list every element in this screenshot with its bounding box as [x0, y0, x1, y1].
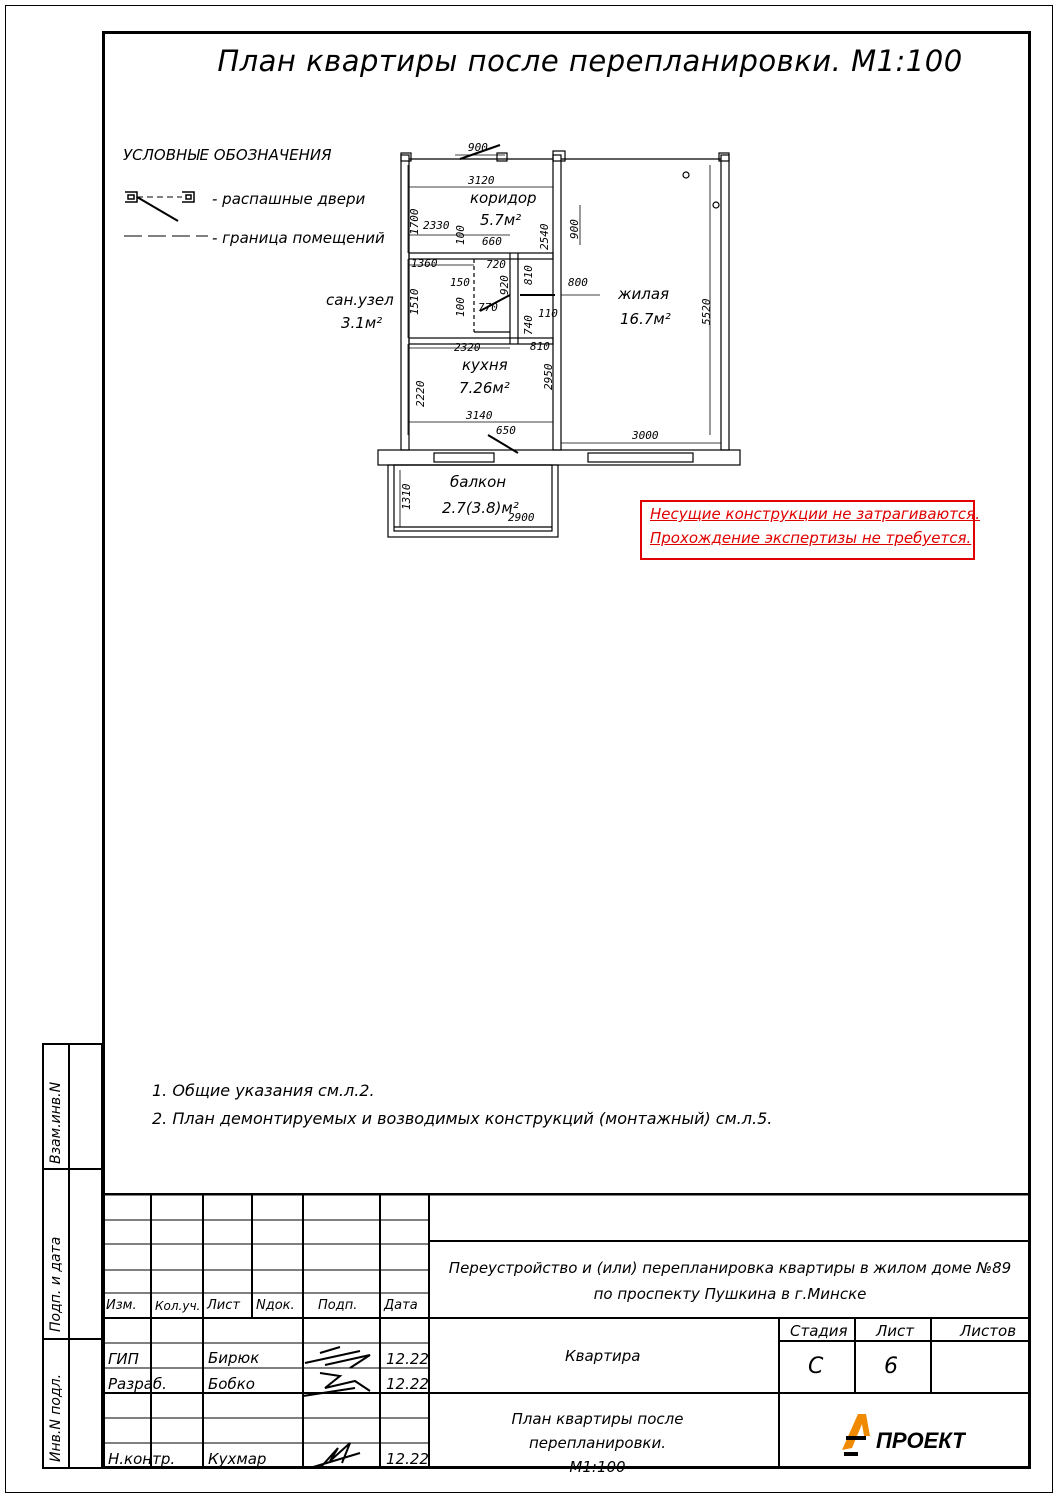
- hdr-ndok: Nдок.: [256, 1298, 295, 1313]
- company-logo: [836, 1408, 966, 1460]
- sheet-label: Лист: [876, 1322, 915, 1340]
- door-legend-icon: [120, 186, 210, 226]
- dim-3120: 3120: [468, 174, 495, 187]
- dim-3000: 3000: [632, 429, 659, 442]
- sheet-value: 6: [884, 1354, 898, 1379]
- dim-660: 660: [482, 235, 502, 248]
- corridor-name: коридор: [470, 189, 537, 207]
- dim-2330: 2330: [423, 219, 450, 232]
- object-name: Квартира: [565, 1347, 641, 1365]
- date-razrab: 12.22: [386, 1375, 429, 1393]
- bathroom-name: сан.узел: [326, 291, 394, 309]
- living-area: 16.7м²: [620, 310, 671, 328]
- project-name: Переустройство и (или) перепланировка квартиры в жилом доме №89 по проспекту Пушкина в г.Минске: [448, 1259, 1012, 1303]
- dim-920: 920: [498, 275, 511, 295]
- name-nkontr: Кухмар: [208, 1450, 267, 1468]
- logo-text: ПРОЕКТ: [876, 1428, 966, 1453]
- dim-5520: 5520: [700, 298, 713, 325]
- stamp-line-1: Несущие конструкции не затрагиваются.: [650, 505, 980, 523]
- legend-heading: УСЛОВНЫЕ ОБОЗНАЧЕНИЯ: [123, 146, 332, 164]
- note-1: 1. Общие указания см.л.2.: [152, 1081, 375, 1100]
- hdr-izm: Изм.: [106, 1298, 137, 1313]
- role-razrab: Разраб.: [108, 1375, 167, 1393]
- legend-boundary-label: - граница помещений: [212, 229, 385, 247]
- dim-100b: 100: [454, 297, 467, 317]
- dim-810b: 810: [530, 340, 550, 353]
- living-name: жилая: [618, 285, 670, 303]
- dim-100a: 100: [454, 225, 467, 245]
- side-vzam-label: Взам.инв.N: [48, 1081, 64, 1164]
- east-wall: [721, 155, 729, 450]
- bathroom-area: 3.1м²: [341, 314, 383, 332]
- dim-770: 770: [478, 301, 498, 314]
- hdr-list: Лист: [207, 1298, 240, 1313]
- boundary-legend-icon: [122, 230, 212, 240]
- hdr-data: Дата: [384, 1298, 418, 1313]
- name-gip: Бирюк: [208, 1349, 260, 1367]
- kitchen-area: 7.26м²: [459, 379, 510, 397]
- balcony-area: 2.7(3.8)м²: [442, 499, 519, 517]
- stamp-line-2: Прохождение экспертизы не требуется.: [650, 529, 972, 547]
- side-podp-label: Подп. и дата: [48, 1236, 64, 1332]
- dim-1510: 1510: [408, 288, 421, 315]
- dim-900-top: 900: [468, 141, 488, 154]
- corridor-area: 5.7м²: [480, 211, 522, 229]
- role-gip: ГИП: [108, 1350, 139, 1368]
- dim-900-side: 900: [568, 219, 581, 239]
- sheets-label: Листов: [960, 1322, 1017, 1340]
- dim-740: 740: [522, 315, 535, 335]
- dim-720: 720: [486, 258, 506, 271]
- role-nkontr: Н.контр.: [108, 1450, 176, 1468]
- sheet-title: План квартиры после перепланировки. М1:100: [217, 44, 963, 78]
- note-2: 2. План демонтируемых и возводимых конструкций (монтажный) см.л.5.: [152, 1109, 773, 1128]
- dim-1700: 1700: [408, 208, 421, 235]
- dim-800: 800: [568, 276, 588, 289]
- kitchen-name: кухня: [462, 356, 508, 374]
- dim-2950: 2950: [542, 363, 555, 390]
- dim-3140: 3140: [466, 409, 493, 422]
- dim-2540: 2540: [538, 223, 551, 250]
- dim-650: 650: [496, 424, 516, 437]
- signatures: [300, 1343, 385, 1471]
- stage-label: Стадия: [790, 1322, 848, 1340]
- name-razrab: Бобко: [208, 1375, 255, 1393]
- hdr-kol: Кол.уч.: [155, 1299, 201, 1313]
- stage-value: С: [808, 1354, 824, 1379]
- floor-plan: [370, 135, 750, 545]
- date-gip: 12.22: [386, 1350, 429, 1368]
- legend-doors-label: - распашные двери: [212, 190, 366, 208]
- dim-1360: 1360: [411, 257, 438, 270]
- drawing-name: План квартиры после перепланировки. М1:100: [511, 1410, 684, 1476]
- dim-150: 150: [450, 276, 470, 289]
- dim-2220: 2220: [414, 380, 427, 407]
- middle-wall: [553, 155, 561, 450]
- general-notes: [152, 1077, 772, 1133]
- hdr-podp: Подп.: [318, 1298, 358, 1313]
- dim-110: 110: [538, 307, 558, 320]
- date-nkontr: 12.22: [386, 1450, 429, 1468]
- dim-2320: 2320: [454, 341, 481, 354]
- expertise-stamp: [640, 500, 980, 560]
- balcony-name: балкон: [450, 473, 507, 491]
- dim-2900: 2900: [508, 511, 535, 524]
- dim-810a: 810: [522, 265, 535, 285]
- side-inv-label: Инв.N подл.: [48, 1373, 64, 1462]
- dim-1310: 1310: [400, 483, 413, 510]
